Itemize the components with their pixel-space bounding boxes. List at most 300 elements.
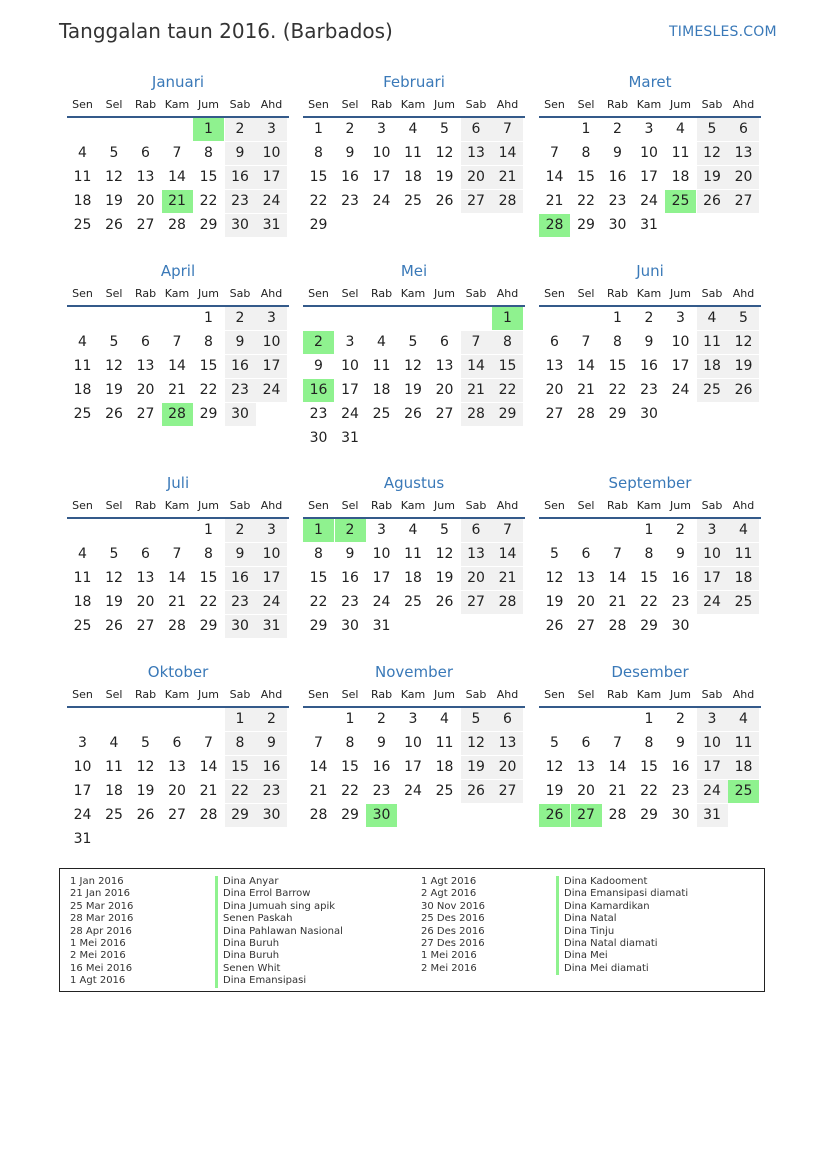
calendar-day: 25 [73, 406, 92, 422]
month-name: Oktober [147, 663, 209, 681]
calendar-day: 12 [105, 358, 123, 374]
calendar-day: 7 [172, 334, 182, 350]
month-name: November [374, 663, 454, 681]
calendar-day: 14 [168, 169, 186, 185]
calendar-day: 5 [109, 334, 119, 350]
calendar-day: 23 [372, 783, 391, 799]
calendar-day: 24 [404, 783, 422, 799]
holiday-day: 1 [492, 307, 523, 330]
calendar-day: 4 [78, 546, 87, 562]
calendar-day: 29 [199, 406, 218, 422]
weekday-label: Ahd [260, 287, 283, 300]
month-name: Juli [166, 474, 190, 492]
calendar-day: 10 [404, 735, 422, 751]
calendar-day: 10 [256, 331, 287, 354]
calendar-day: 17 [372, 169, 391, 185]
calendar-day: 10 [372, 546, 391, 562]
calendar-day: 17 [697, 567, 728, 590]
weekday-label: Sel [577, 287, 595, 300]
calendar-day: 29 [492, 403, 523, 426]
weekday-label: Kam [400, 499, 426, 512]
calendar-day: 25 [372, 406, 391, 422]
calendar-day: 30 [309, 430, 328, 446]
calendar-day: 28 [577, 406, 595, 422]
calendar-day: 23 [225, 591, 256, 614]
calendar-day: 12 [136, 759, 155, 775]
calendar-day: 7 [581, 334, 591, 350]
weekday-label: Jum [198, 287, 219, 300]
calendar-day: 12 [105, 169, 123, 185]
calendar-day: 20 [136, 382, 155, 398]
weekday-label: Kam [164, 287, 190, 300]
calendar-day: 4 [676, 121, 685, 137]
calendar-day: 15 [309, 570, 328, 586]
calendar-day: 16 [225, 166, 256, 189]
legend-date: 28 Mar 2016 [70, 913, 134, 925]
weekday-label: Ahd [496, 499, 519, 512]
calendar-day: 20 [728, 166, 759, 189]
weekday-label: Sen [544, 499, 565, 512]
calendar-day: 22 [199, 193, 218, 209]
calendar-day: 5 [109, 546, 119, 562]
calendar-day: 29 [199, 217, 218, 233]
calendar-day: 7 [172, 145, 182, 161]
weekday-header [539, 688, 761, 702]
weekday-label: Sen [308, 98, 329, 111]
calendar-day: 28 [199, 807, 218, 823]
weekday-label: Rab [134, 287, 157, 300]
calendar-day: 16 [608, 169, 627, 185]
calendar-day: 12 [697, 142, 728, 165]
calendar-day: 19 [435, 169, 454, 185]
calendar-day: 22 [225, 780, 256, 803]
calendar-day: 22 [309, 193, 328, 209]
calendar-day: 28 [309, 807, 328, 823]
weekday-label: Sen [544, 688, 565, 701]
calendar-day: 10 [697, 543, 728, 566]
calendar-day: 13 [728, 142, 759, 165]
weekday-label: Jum [434, 98, 455, 111]
calendar-day: 26 [404, 406, 422, 422]
calendar-day: 19 [545, 594, 564, 610]
calendar-day: 3 [256, 118, 287, 141]
calendar-day: 12 [545, 759, 564, 775]
calendar-day: 23 [225, 190, 256, 213]
calendar-day: 8 [613, 334, 622, 350]
calendar-day: 5 [440, 522, 449, 538]
calendar-day: 19 [105, 594, 123, 610]
calendar-day: 16 [341, 570, 359, 586]
calendar-day: 8 [644, 735, 654, 751]
calendar-day: 7 [172, 546, 182, 562]
calendar-day: 4 [78, 334, 87, 350]
calendar-day: 9 [256, 732, 287, 755]
calendar-day: 18 [372, 382, 391, 398]
calendar-day: 30 [225, 615, 256, 638]
calendar-day: 21 [492, 567, 523, 590]
calendar-day: 12 [435, 546, 454, 562]
weekday-label: Sab [229, 287, 251, 300]
legend-date: 1 Agt 2016 [421, 876, 477, 887]
calendar-day: 17 [640, 169, 658, 185]
weekday-label: Ahd [260, 688, 283, 701]
weekday-label: Sen [72, 98, 93, 111]
calendar-day: 23 [608, 193, 627, 209]
calendar-day: 21 [168, 382, 186, 398]
calendar-day: 17 [341, 382, 359, 398]
calendar-day: 25 [697, 379, 728, 402]
weekday-label: Sab [229, 499, 251, 512]
calendar-day: 30 [225, 403, 256, 426]
calendar-day: 1 [225, 708, 256, 731]
calendar-day: 30 [671, 618, 690, 634]
calendar-day: 24 [640, 193, 658, 209]
calendar-day: 9 [644, 334, 654, 350]
weekday-label: Jum [434, 287, 455, 300]
calendar-day: 29 [309, 618, 328, 634]
calendar-day: 9 [613, 145, 622, 161]
calendar-day: 3 [377, 121, 386, 137]
weekday-header [67, 499, 289, 513]
weekday-label: Sab [701, 499, 723, 512]
calendar-day: 29 [341, 807, 359, 823]
calendar-day: 15 [608, 358, 627, 374]
calendar-day: 13 [577, 570, 595, 586]
calendar-day: 13 [577, 759, 595, 775]
calendar-day: 9 [225, 142, 256, 165]
weekday-label: Ahd [260, 499, 283, 512]
calendar-day: 4 [78, 145, 87, 161]
calendar-day: 30 [671, 807, 690, 823]
legend-holiday-name: Dina Errol Barrow [215, 888, 343, 900]
calendar-day: 20 [435, 382, 454, 398]
weekday-header [539, 287, 761, 301]
calendar-day: 17 [73, 783, 92, 799]
calendar-day: 17 [256, 355, 287, 378]
calendar-day: 2 [676, 522, 685, 538]
calendar-day: 24 [256, 190, 287, 213]
calendar-day: 3 [408, 711, 418, 727]
calendar-day: 8 [492, 331, 523, 354]
calendar-day: 10 [73, 759, 92, 775]
calendar-day: 7 [204, 735, 213, 751]
calendar-day: 9 [377, 735, 386, 751]
calendar-day: 12 [435, 145, 454, 161]
weekday-label: Jum [670, 287, 691, 300]
holiday-day: 21 [162, 190, 193, 213]
calendar-day: 15 [199, 169, 218, 185]
calendar-day: 30 [225, 214, 256, 237]
calendar-day: 9 [225, 543, 256, 566]
calendar-day: 8 [644, 546, 654, 562]
weekday-label: Jum [434, 499, 455, 512]
legend-holiday-name: Dina Pahlawan Nasional [215, 926, 343, 938]
weekday-label: Kam [636, 98, 662, 111]
legend-names-left [215, 876, 343, 988]
calendar-day: 4 [408, 121, 418, 137]
weekday-label: Ahd [496, 98, 519, 111]
calendar-day: 6 [172, 735, 182, 751]
legend-dates-right [421, 876, 485, 975]
calendar-day: 21 [199, 783, 218, 799]
calendar-day: 7 [314, 735, 323, 751]
calendar-day: 27 [136, 406, 155, 422]
legend-date: 21 Jan 2016 [70, 888, 130, 900]
holiday-day: 27 [571, 804, 602, 827]
legend-date: 1 Jan 2016 [70, 876, 124, 887]
calendar-day: 24 [372, 193, 391, 209]
weekday-header [303, 688, 525, 702]
calendar-day: 6 [492, 708, 523, 731]
calendar-day: 13 [136, 358, 155, 374]
calendar-day: 11 [73, 358, 92, 374]
calendar-day: 1 [314, 121, 323, 137]
calendar-day: 24 [697, 591, 728, 614]
calendar-day: 23 [341, 594, 359, 610]
holiday-day: 28 [162, 403, 193, 426]
calendar-day: 31 [73, 831, 92, 847]
calendar-day: 3 [256, 307, 287, 330]
weekday-label: Rab [134, 98, 157, 111]
calendar-day: 15 [309, 169, 328, 185]
calendar-day: 12 [404, 358, 422, 374]
calendar-day: 28 [492, 591, 523, 614]
weekday-header [67, 688, 289, 702]
weekday-label: Sel [341, 688, 359, 701]
calendar-day: 9 [225, 331, 256, 354]
weekday-header [303, 499, 525, 513]
legend-holiday-name: Dina Emansipasi [215, 975, 343, 987]
legend-holiday-name: Dina Natal diamati [556, 938, 688, 950]
weekday-label: Kam [636, 688, 662, 701]
calendar-day: 5 [697, 118, 728, 141]
weekday-label: Jum [434, 688, 455, 701]
calendar-day: 11 [671, 145, 690, 161]
legend-holiday-name: Dina Jumuah sing apik [215, 901, 343, 913]
calendar-day: 10 [697, 732, 728, 755]
calendar-day: 18 [105, 783, 123, 799]
weekday-header [67, 287, 289, 301]
calendar-day: 28 [492, 190, 523, 213]
calendar-day: 3 [644, 121, 654, 137]
weekday-label: Sel [341, 287, 359, 300]
calendar-day: 26 [136, 807, 155, 823]
weekday-label: Jum [670, 98, 691, 111]
calendar-day: 19 [136, 783, 155, 799]
legend-date: 25 Mar 2016 [70, 900, 134, 912]
calendar-day: 18 [728, 567, 759, 590]
calendar-day: 29 [225, 804, 256, 827]
calendar-day: 20 [461, 567, 492, 590]
legend-holiday-name: Dina Kadooment [556, 876, 688, 888]
weekday-label: Ahd [496, 688, 519, 701]
weekday-label: Rab [370, 499, 393, 512]
calendar-day: 31 [256, 214, 287, 237]
calendar-day: 5 [109, 145, 119, 161]
calendar-day: 11 [372, 358, 391, 374]
legend-date: 1 Mei 2016 [421, 950, 477, 962]
calendar-day: 26 [105, 217, 123, 233]
calendar-day: 31 [372, 618, 391, 634]
weekday-label: Rab [370, 287, 393, 300]
calendar-day: 27 [168, 807, 186, 823]
calendar-day: 3 [256, 519, 287, 542]
calendar-day: 22 [341, 783, 359, 799]
calendar-day: 12 [461, 732, 492, 755]
calendar-day: 20 [577, 783, 595, 799]
calendar-day: 17 [404, 759, 422, 775]
legend-holiday-name: Dina Natal [556, 913, 688, 925]
legend-holiday-name: Dina Buruh [215, 938, 343, 950]
calendar-day: 27 [461, 190, 492, 213]
calendar-day: 18 [671, 169, 690, 185]
calendar-day: 28 [461, 403, 492, 426]
calendar-day: 24 [671, 382, 690, 398]
weekday-label: Sen [72, 499, 93, 512]
weekday-label: Sen [308, 499, 329, 512]
calendar-day: 12 [545, 570, 564, 586]
weekday-header [67, 98, 289, 112]
calendar-day: 7 [550, 145, 559, 161]
calendar-day: 9 [676, 735, 685, 751]
calendar-day: 8 [204, 145, 213, 161]
weekday-label: Ahd [496, 287, 519, 300]
holiday-day: 1 [303, 519, 334, 542]
calendar-day: 2 [676, 711, 685, 727]
calendar-day: 30 [256, 804, 287, 827]
holiday-day: 16 [303, 379, 334, 402]
calendar-day: 14 [608, 759, 627, 775]
calendar-day: 2 [225, 519, 256, 542]
calendar-day: 8 [345, 735, 355, 751]
calendar-day: 24 [697, 780, 728, 803]
weekday-label: Kam [636, 287, 662, 300]
calendar-day: 20 [461, 166, 492, 189]
calendar-day: 30 [608, 217, 627, 233]
calendar-day: 3 [676, 310, 685, 326]
calendar-day: 28 [168, 618, 186, 634]
holiday-day: 2 [303, 331, 334, 354]
weekday-label: Rab [134, 499, 157, 512]
calendar-day: 21 [492, 166, 523, 189]
calendar-day: 7 [492, 519, 523, 542]
weekday-label: Jum [198, 98, 219, 111]
calendar-day: 1 [644, 711, 654, 727]
calendar-day: 18 [73, 193, 92, 209]
calendar-day: 9 [676, 546, 685, 562]
month-name: Juni [636, 262, 664, 280]
calendar-day: 25 [105, 807, 123, 823]
calendar-day: 18 [73, 594, 92, 610]
calendar-day: 6 [440, 334, 449, 350]
calendar-day: 31 [697, 804, 728, 827]
weekday-label: Rab [606, 499, 629, 512]
calendar-day: 18 [404, 169, 422, 185]
calendar-day: 18 [73, 382, 92, 398]
calendar-day: 5 [141, 735, 150, 751]
calendar-day: 14 [309, 759, 328, 775]
calendar-day: 10 [640, 145, 658, 161]
calendar-day: 26 [545, 618, 564, 634]
calendar-day: 2 [377, 711, 386, 727]
weekday-label: Ahd [732, 499, 755, 512]
weekday-label: Ahd [732, 98, 755, 111]
calendar-day: 10 [341, 358, 359, 374]
calendar-day: 2 [225, 307, 256, 330]
calendar-day: 8 [225, 732, 256, 755]
calendar-day: 12 [728, 331, 759, 354]
weekday-label: Kam [400, 287, 426, 300]
weekday-header [303, 287, 525, 301]
calendar-day: 1 [204, 522, 213, 538]
calendar-day: 26 [105, 406, 123, 422]
calendar-day: 26 [435, 193, 454, 209]
calendar-day: 19 [105, 382, 123, 398]
calendar-day: 29 [309, 217, 328, 233]
calendar-day: 16 [256, 756, 287, 779]
weekday-label: Sel [577, 688, 595, 701]
calendar-day: 23 [309, 406, 328, 422]
calendar-day: 1 [613, 310, 622, 326]
calendar-day: 6 [141, 334, 150, 350]
calendar-day: 25 [728, 591, 759, 614]
calendar-day: 1 [581, 121, 591, 137]
calendar-day: 18 [435, 759, 454, 775]
legend-dates-left [70, 876, 133, 988]
calendar-day: 3 [377, 522, 386, 538]
calendar-day: 4 [728, 708, 759, 731]
weekday-label: Ahd [260, 98, 283, 111]
month-name: Desember [611, 663, 689, 681]
legend-date: 1 Agt 2016 [70, 975, 126, 987]
calendar-day: 10 [671, 334, 690, 350]
weekday-label: Sen [308, 287, 329, 300]
calendar-day: 14 [461, 355, 492, 378]
calendar-day: 15 [640, 570, 658, 586]
calendar-day: 11 [105, 759, 123, 775]
legend-date: 2 Mei 2016 [421, 962, 477, 974]
calendar-day: 8 [314, 546, 323, 562]
legend-date: 25 Des 2016 [421, 913, 485, 925]
calendar-day: 8 [581, 145, 591, 161]
month-name: Mei [400, 262, 428, 280]
calendar-day: 17 [697, 756, 728, 779]
calendar-day: 6 [461, 118, 492, 141]
weekday-label: Sen [544, 287, 565, 300]
weekday-label: Jum [198, 688, 219, 701]
calendar-day: 21 [545, 193, 564, 209]
weekday-header [303, 98, 525, 112]
calendar-day: 19 [461, 756, 492, 779]
calendar-day: 21 [309, 783, 328, 799]
brand-link[interactable]: TIMESLES.COM [669, 24, 777, 40]
calendar-day: 27 [492, 780, 523, 803]
calendar-day: 13 [136, 570, 155, 586]
calendar-day: 21 [168, 594, 186, 610]
calendar-day: 8 [204, 334, 213, 350]
weekday-header [539, 98, 761, 112]
calendar-day: 15 [577, 169, 595, 185]
calendar-day: 3 [78, 735, 87, 751]
holiday-day: 2 [335, 519, 366, 542]
weekday-header [539, 499, 761, 513]
calendar-day: 23 [225, 379, 256, 402]
calendar-day: 14 [545, 169, 564, 185]
calendar-day: 25 [73, 217, 92, 233]
calendar-day: 21 [608, 594, 627, 610]
calendar-day: 10 [256, 142, 287, 165]
calendar-day: 2 [644, 310, 654, 326]
